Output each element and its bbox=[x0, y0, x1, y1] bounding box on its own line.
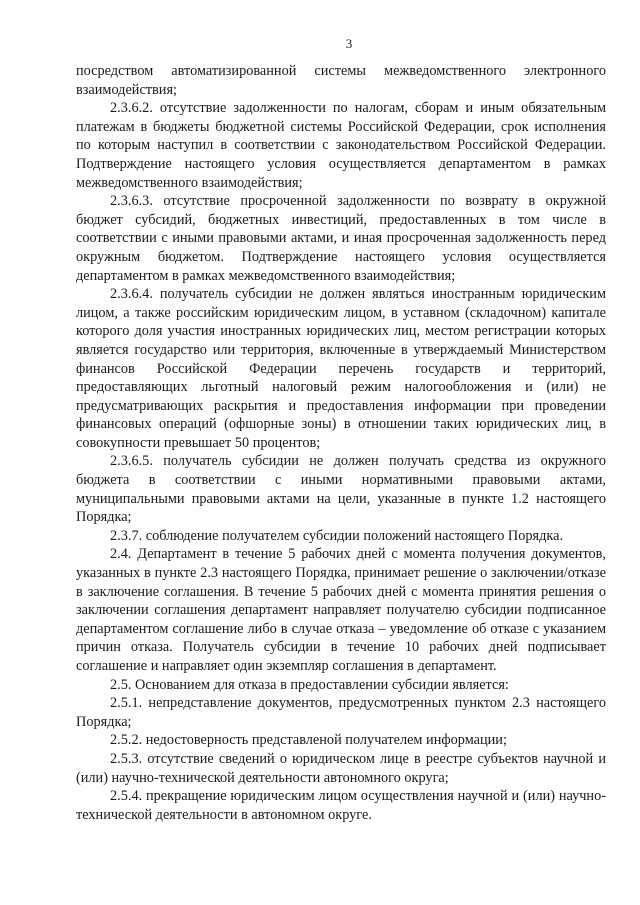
paragraph-2-5-1: 2.5.1. непредставление документов, предусмотренных пунктом 2.3 настоящего Порядка; bbox=[76, 695, 606, 730]
paragraph-2-3-6-5: 2.3.6.5. получатель субсидии не должен получать средства из окружного бюджета в соответствии с иными нормативными правовыми актами, муниципальными правовыми актами на цели, указанные в пункте 1.2 настоящего Порядка; bbox=[76, 453, 606, 526]
paragraph-2-4: 2.4. Департамент в течение 5 рабочих дней с момента получения документов, указанных в пункте 2.3 настоящего Порядка, принимает решение о заключении/отказе в заключение соглашения. В течение 5 рабочих дней с момента принятия решения о заключении соглашения департамент направляет получателю субсидии подписанное департаментом соглашение либо в случае отказа – уведомление об отказе с указанием причин отказа. Получатель субсидии в течение 10 рабочих дней подписывает соглашение и направляет один экземпляр соглашения в департамент. bbox=[76, 546, 606, 674]
paragraph-2-5-2: 2.5.2. недостоверность представленой получателем информации; bbox=[110, 732, 507, 749]
paragraph-2-3-6-4: 2.3.6.4. получатель субсидии не должен являться иностранным юридическим лицом, а также российским юридическим лицом, в уставном (складочном) капитале которого доля участия иностранных юридических лиц, местом регистрации которых является государство или территория, включенные в утверждаемый Министерством финансов Российской Федерации перечень государств и территорий, предоставляющих льготный налоговый режим налогообложения и (или) не предусматривающих раскрытия и предоставления информации при проведении финансовых операций (офшорные зоны) в отношении таких юридических лиц, в совокупности превышает 50 процентов; bbox=[76, 286, 606, 451]
paragraph-continuation: посредством автоматизированной системы межведомственного электронного взаимодействия; bbox=[76, 63, 606, 98]
paragraph-2-3-6-2: 2.3.6.2. отсутствие задолженности по налогам, сборам и иным обязательным платежам в бюджеты бюджетной системы Российской Федерации, срок исполнения по которым наступил в соответствии с законодательством Российской Федерации. Подтверждение настоящего условия осуществляется департаментом в рамках межведомственного взаимодействия; bbox=[76, 100, 606, 191]
paragraph-2-3-7: 2.3.7. соблюдение получателем субсидии положений настоящего Порядка. bbox=[110, 527, 564, 544]
body-text bbox=[76, 62, 606, 824]
paragraph-2-5-4: 2.5.4. прекращение юридическим лицом осуществления научной и (или) научно-технической деятельности в автономном округе. bbox=[76, 788, 606, 823]
page-number: 3 bbox=[345, 36, 353, 51]
paragraph-2-3-6-3: 2.3.6.3. отсутствие просроченной задолженности по возврату в окружной бюджет субсидий, бюджетных инвестиций, предоставленных в том числе в соответствии с иными правовыми актами, и иная просроченная задолженность перед окружным бюджетом. Подтверждение настоящего условия осуществляется департаментом в рамках межведомственного взаимодействия; bbox=[76, 193, 606, 284]
paragraph-2-5-3: 2.5.3. отсутствие сведений о юридическом лице в реестре субъектов научной и (или) научно-технической деятельности автономного округа; bbox=[76, 750, 606, 786]
paragraph-2-5: 2.5. Основанием для отказа в предоставлении субсидии является: bbox=[110, 676, 509, 693]
